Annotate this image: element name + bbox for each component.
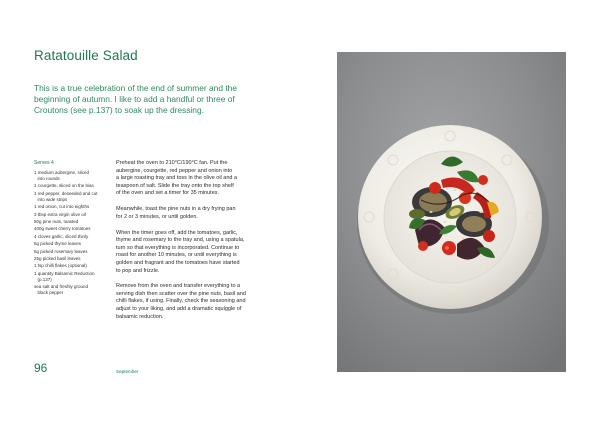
ingredient-text: 1 red onion, cut into eighths	[34, 204, 90, 210]
method-step	[116, 283, 291, 321]
method-line: serving dish then scatter over the pine nuts, basil and	[116, 290, 246, 297]
ingredient-text: 50g pine nuts, toasted	[34, 218, 79, 224]
ingredient-item	[34, 234, 106, 240]
ingredient-text: 1 courgette, sliced on the bias	[34, 183, 94, 189]
method-line: a large roasting tray and toss in the olive oil and a	[116, 175, 238, 182]
method-step	[116, 206, 291, 221]
method-line: Preheat the oven to 210°C/190°C fan. Put the	[116, 160, 228, 166]
intro-line: Croutons (see p.137) to soak up the dressing.	[34, 104, 204, 115]
ingredient-item	[34, 241, 106, 247]
method-line: golden and fragrant and the tomatoes have started	[116, 259, 240, 266]
salad-photo-illustration	[337, 52, 566, 372]
intro-line: This is a true celebration of the end of summer and the	[34, 83, 237, 93]
ingredient-text: 1 tsp chilli flakes (optional)	[34, 263, 87, 269]
ingredient-item	[34, 212, 106, 218]
ingredient-text: 3 tbsp extra virgin olive oil	[34, 211, 86, 217]
ingredient-text: 4 cloves garlic, sliced thinly	[34, 233, 89, 239]
ingredient-item	[34, 204, 106, 210]
ingredient-item	[34, 256, 106, 262]
ingredient-item	[34, 263, 106, 269]
ingredient-item	[34, 219, 106, 225]
ingredient-text: 1 medium aubergine, sliced	[34, 170, 90, 175]
ingredient-text: sea salt and freshly ground	[34, 284, 89, 290]
ingredient-text: 25g picked basil leaves	[34, 255, 81, 261]
method-line: thyme and rosemary to the tray and, using a spatula,	[116, 237, 245, 244]
method-steps	[116, 160, 291, 329]
method-line: chilli flakes, if using. Finally, check the seasoning and	[116, 298, 246, 305]
method-line: Remove from the oven and transfer everything to a	[116, 283, 241, 290]
ingredient-item	[34, 249, 106, 255]
method-line: for 2 or 3 minutes, or until golden.	[116, 213, 198, 220]
method-line: teaspoon of salt. Slide the tray onto the top shelf	[116, 182, 234, 189]
ingredient-text: 400g sweet cherry tomatoes	[34, 226, 91, 232]
recipe-intro	[34, 83, 274, 115]
method-line: balsamic reduction.	[116, 313, 164, 320]
ingredient-item	[34, 284, 106, 296]
ingredient-item	[34, 226, 106, 232]
method-line: adjust to your liking, and add a dramatic squiggle of	[116, 306, 242, 313]
ingredients-list	[34, 170, 106, 297]
method-line: to pop and frizzle.	[116, 267, 160, 274]
ingredient-text: black pepper	[37, 290, 64, 296]
method-line: roast for another 10 minutes, or until everything is	[116, 252, 237, 259]
method-step	[116, 230, 291, 276]
ingredient-item	[34, 183, 106, 189]
serves-label: Serves 4	[34, 160, 54, 166]
ingredient-text: into rounds	[37, 176, 60, 181]
method-line: aubergine, courgette, red pepper and onion into	[116, 167, 233, 174]
ingredient-text: 1 red pepper, deseeded and cut	[34, 190, 98, 196]
intro-line: beginning of autumn. I like to add a handful or three of	[34, 93, 235, 104]
page-number: 96	[34, 361, 48, 375]
ingredient-item	[34, 191, 106, 203]
method-line: turn so that everything is incorporated. Continue to	[116, 244, 240, 251]
method-line: When the timer goes off, add the tomatoes, garlic,	[116, 229, 238, 236]
method-line: of the oven and set a timer for 35 minutes.	[116, 190, 220, 197]
method-step	[116, 160, 291, 198]
ingredient-item	[34, 170, 106, 182]
recipe-title: Ratatouille Salad	[34, 48, 138, 63]
ingredient-item	[34, 271, 106, 283]
method-line: Meanwhile, toast the pine nuts in a dry frying pan	[116, 206, 236, 213]
ingredient-text: (p.137)	[37, 276, 52, 282]
ingredient-text: into wide strips	[37, 196, 68, 202]
month-label: September	[116, 369, 139, 374]
salad-photo	[337, 52, 566, 372]
ingredient-text: 1 quantity Balsamic Reduction	[34, 270, 95, 276]
ingredient-text: 5g picked thyme leaves	[34, 241, 82, 247]
ingredient-text: 5g picked rosemary leaves	[34, 248, 88, 254]
